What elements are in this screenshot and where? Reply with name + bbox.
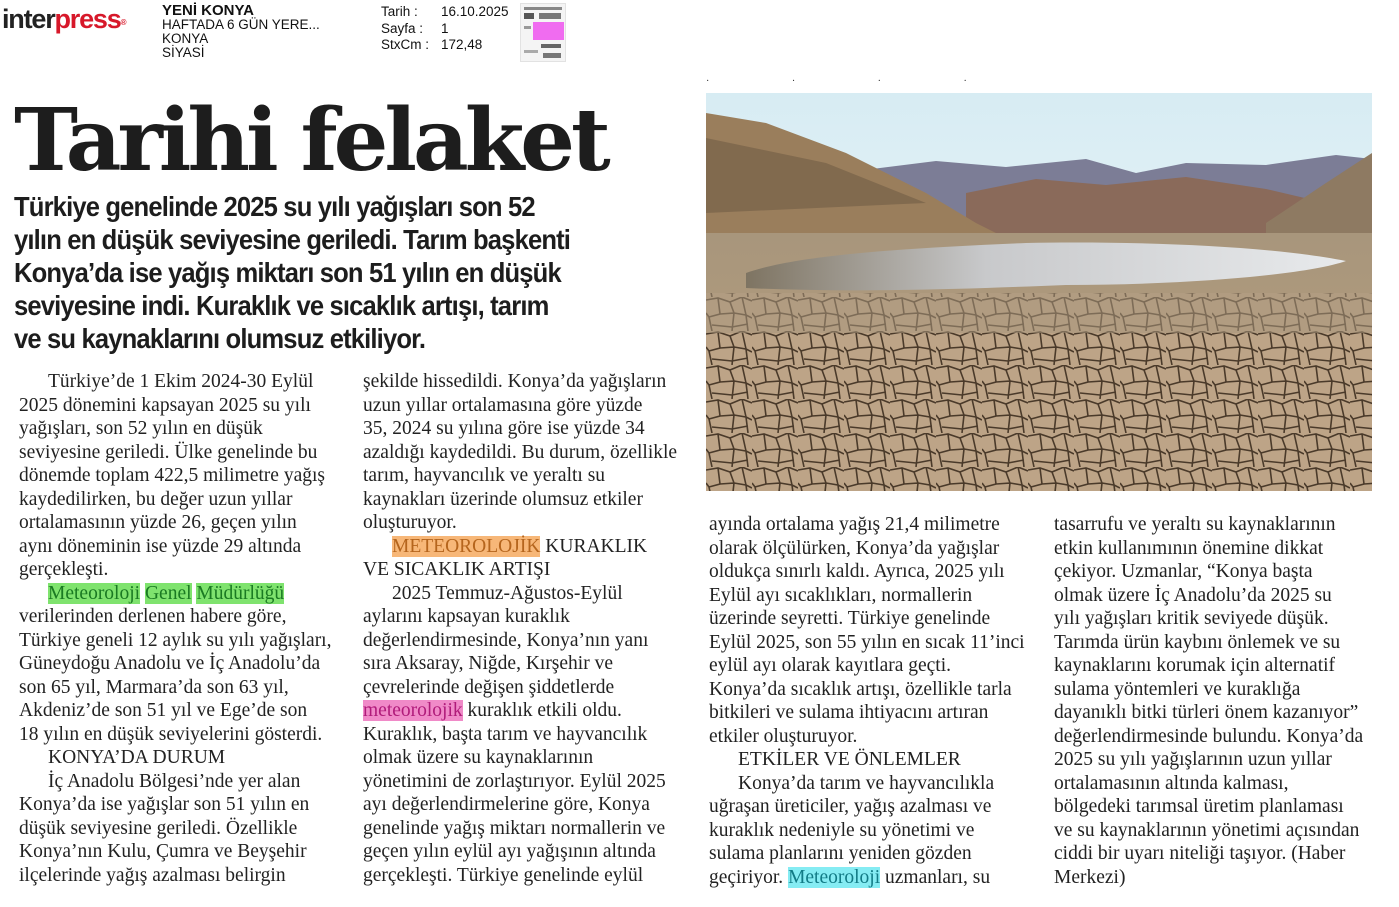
article-line: Merkezi) [1054, 866, 1126, 888]
article-line: VE SICAKLIK ARTIŞI [363, 559, 551, 580]
highlighted-keyword: Meteoroloji [788, 866, 881, 888]
article-column-2 [363, 370, 677, 887]
article-line: bitkileri ve sulama ihtiyacını artıran [709, 702, 989, 723]
article-line: 2025 dönemini kapsayan 2025 su yılı [19, 394, 311, 416]
article-line: azaldığı kaydedildi. Bu durum, özellikle [363, 441, 678, 463]
article-column-4 [1054, 513, 1363, 889]
article-line: ayında ortalama yağış 21,4 milimetre [709, 514, 1000, 535]
article-line: Kuraklık, başta tarım ve hayvancılık [363, 723, 648, 745]
logo-text-press: press [54, 4, 121, 34]
highlighted-keyword: meteorolojik [363, 700, 463, 721]
article-line: olarak ölçülürken, Konya’da yağışlar [709, 537, 1000, 559]
text-run: KURAKLIK [540, 535, 648, 557]
deck [14, 190, 646, 355]
article-line: Eylül ayı sıcaklıkları, normallerin [709, 584, 973, 606]
article-line: sulama planlarını yeniden gözden [709, 843, 972, 864]
highlighted-keyword: Müdürlüğü [196, 582, 285, 604]
publication-info [162, 4, 320, 60]
clipping-meta [381, 4, 509, 54]
page-thumbnail-icon[interactable] [520, 3, 566, 62]
article-line: Konya’da tarım ve hayvancılıkla [738, 772, 995, 794]
article-line: değerlendirmesinde, Konya’nın yanı [363, 629, 649, 651]
article-line: sıra Aksaray, Niğde, Kırşehir ve [363, 653, 613, 674]
article-line [363, 535, 677, 559]
thumb-block [524, 50, 538, 53]
headline: Tarihi felaket [14, 90, 607, 191]
thumb-article-highlight [533, 22, 564, 40]
article-line: etkin kullanımının önemine dikkat [1054, 537, 1324, 559]
article-line: aynı döneminin ise yüzde 29 altında [19, 535, 302, 557]
deck-line: ve su kaynaklarını olumsuz etkiliyor. [14, 323, 426, 354]
interpress-logo [2, 4, 125, 34]
article-line: etkiler oluşturuyor. [709, 725, 858, 747]
article-line: Konya’da ise yağışlar son 51 yılın en [19, 794, 310, 815]
text-run: kuraklık etkili oldu. [462, 700, 622, 721]
article-line: üzerinde seyretti. Türkiye genelinde [709, 608, 991, 629]
article-line: olmak üzere İç Anadolu’da 2025 su [1054, 584, 1332, 606]
deck-line: seviyesine indi. Kuraklık ve sıcaklık artışı, tarım [14, 290, 549, 321]
publication-name: YENİ KONYA [162, 2, 254, 19]
article-line: gerçekleşti. Türkiye genelinde eylül [363, 864, 644, 886]
article-line [363, 699, 677, 723]
article-line: yağışları, son 52 yılın en düşük [19, 418, 263, 439]
article-line: aylarını kapsayan kuraklık [363, 606, 570, 627]
photo-scan-specks: · · · · [706, 76, 1007, 87]
highlighted-keyword: METEOROLOJİK [392, 535, 541, 557]
article-line: kaynakları üzerinde olumsuz etkiler [363, 488, 643, 510]
publication-city: KONYA [162, 31, 209, 46]
article-line: ilçelerinde yağış azalması belirgin [19, 864, 286, 886]
article-line: yılı yağışları kritik seviyede düşük. [1054, 608, 1329, 629]
article-line: ETKİLER VE ÖNLEMLER [738, 749, 961, 770]
article-line: genelinde yağış miktarı normallerin ve [363, 817, 666, 839]
article-line: ayı değerlendirmelerine göre, Konya [363, 794, 650, 815]
article-line: ortalamasının altında kalması, [1054, 772, 1289, 794]
article-line: yönetimini de zorlaştırıyor. Eylül 2025 [363, 770, 666, 792]
article-line: olmak üzere su kaynaklarının [363, 747, 594, 768]
article-line: 35, 2024 su yılına göre ise yüzde 34 [363, 418, 645, 439]
article-line: Güneydoğu Anadolu ve İç Anadolu’da [19, 653, 321, 674]
article-line: verilerinden derlenen habere göre, [19, 606, 287, 627]
article-line: dayanıklı bitki türleri önem kazanıyor” [1054, 702, 1359, 723]
article-line: oldukça sınırlı kaldı. Ayrıca, 2025 yılı [709, 561, 1005, 582]
deck-line: yılın en düşük seviyesine geriledi. Tarım başkenti [14, 224, 571, 255]
highlighted-keyword: Meteoroloji [48, 582, 141, 604]
article-line: son 65 yıl, Marmara’da son 63 yıl, [19, 676, 289, 698]
article-line: çevrelerinde değişen şiddetlerde [363, 676, 615, 698]
article-line: İç Anadolu Bölgesi’nde yer alan [48, 770, 301, 792]
article-line: şekilde hissedildi. Konya’da yağışların [363, 371, 667, 392]
article-line: ortalamasının yüzde 26, geçen yılın [19, 512, 297, 533]
meta-page: Sayfa : 1 [381, 20, 449, 36]
article-line: oluşturuyor. [363, 512, 457, 533]
article-line: KONYA’DA DURUM [48, 747, 226, 768]
article-line: uğraşan üreticiler, yağış azalması ve [709, 796, 992, 817]
article-line: 2025 su yılı yağışlarının uzun yıllar [1054, 749, 1332, 770]
article-line: 18 yılın en düşük seviyelerini gösterdi. [19, 723, 323, 745]
article-line: kaydedilirken, bu değer uzun yıllar [19, 488, 293, 510]
article-column-3 [709, 513, 1025, 889]
article-line: Konya’nın Kulu, Çumra ve Beyşehir [19, 841, 307, 862]
article-line: kuraklık nedeniyle su yönetimi ve [709, 819, 975, 841]
article-line: Akdeniz’de son 51 yıl ve Ege’de son [19, 700, 308, 721]
drought-landscape-image [706, 93, 1372, 491]
article-line: kaynaklarını korumak için alternatif [1054, 655, 1336, 676]
article-line: ciddi bir uyarı niteliği taşıyor. (Haber [1054, 843, 1346, 864]
article-line: gerçekleşti. [19, 559, 109, 580]
deck-line: Konya’da ise yağış miktarı son 51 yılın en düşük [14, 257, 561, 288]
thumb-block [541, 44, 561, 48]
publication-frequency: HAFTADA 6 GÜN YERE... [162, 17, 320, 32]
meta-stxcm: StxCm : 172,48 [381, 37, 483, 52]
registered-mark: ® [120, 18, 126, 27]
article-line: seviyesine geriledi. Ülke genelinde bu [19, 441, 318, 463]
thumb-block [524, 26, 531, 29]
article-line: Konya’da sıcaklık artışı, özellikle tarla [709, 678, 1012, 700]
thumb-block [524, 13, 534, 19]
thumb-block [543, 53, 561, 58]
article-line: eylül ayı olarak kayıtlara geçti. [709, 655, 952, 676]
drought-photo [706, 93, 1372, 491]
article-line: tarım, hayvancılık ve yeraltı su [363, 465, 606, 486]
text-run: geçiriyor. [709, 866, 789, 888]
article-line: 2025 Temmuz-Ağustos-Eylül [392, 582, 623, 604]
thumb-line [524, 7, 562, 10]
highlighted-keyword: Genel [144, 582, 192, 604]
publication-category: SİYASİ [162, 45, 205, 60]
article-column-1 [19, 370, 331, 887]
article-line: ve su kaynaklarının yönetimi açısından [1054, 819, 1360, 841]
logo-text-inter: inter [2, 4, 55, 34]
article-line: Türkiye geneli 12 aylık su yılı yağışları, [19, 629, 332, 651]
article-line: Eylül 2025, son 55 yılın en sıcak 11’inci [709, 631, 1025, 653]
meta-date: Tarih : 16.10.2025 [381, 4, 509, 19]
article-line: çekiyor. Uzmanlar, “Konya başta [1054, 561, 1313, 582]
article-line [709, 866, 1025, 890]
article-line: bölgedeki tarımsal üretim planlaması [1054, 796, 1344, 817]
article-line: sulama yöntemleri ve kuraklığa [1054, 678, 1301, 700]
ground-haze [706, 293, 1372, 333]
article-line: geçen yılın eylül ayı yağışının altında [363, 841, 656, 862]
article-line: Türkiye’de 1 Ekim 2024-30 Eylül [48, 371, 314, 392]
article-line: düşük seviyesine geriledi. Özellikle [19, 817, 298, 839]
article-line [19, 582, 331, 606]
article-line: dönemde toplam 422,5 milimetre yağış [19, 465, 325, 486]
article-line: uzun yıllar ortalamasına göre yüzde [363, 394, 643, 416]
text-run: uzmanları, su [880, 866, 991, 888]
thumb-block [539, 13, 561, 19]
article-line: Tarımda ürün kaybını önlemek ve su [1054, 631, 1341, 653]
deck-line: Türkiye genelinde 2025 su yılı yağışları son 52 [14, 191, 535, 222]
article-line: değerlendirmesinde bulundu. Konya’da [1054, 725, 1364, 747]
article-line: tasarrufu ve yeraltı su kaynaklarının [1054, 514, 1336, 535]
